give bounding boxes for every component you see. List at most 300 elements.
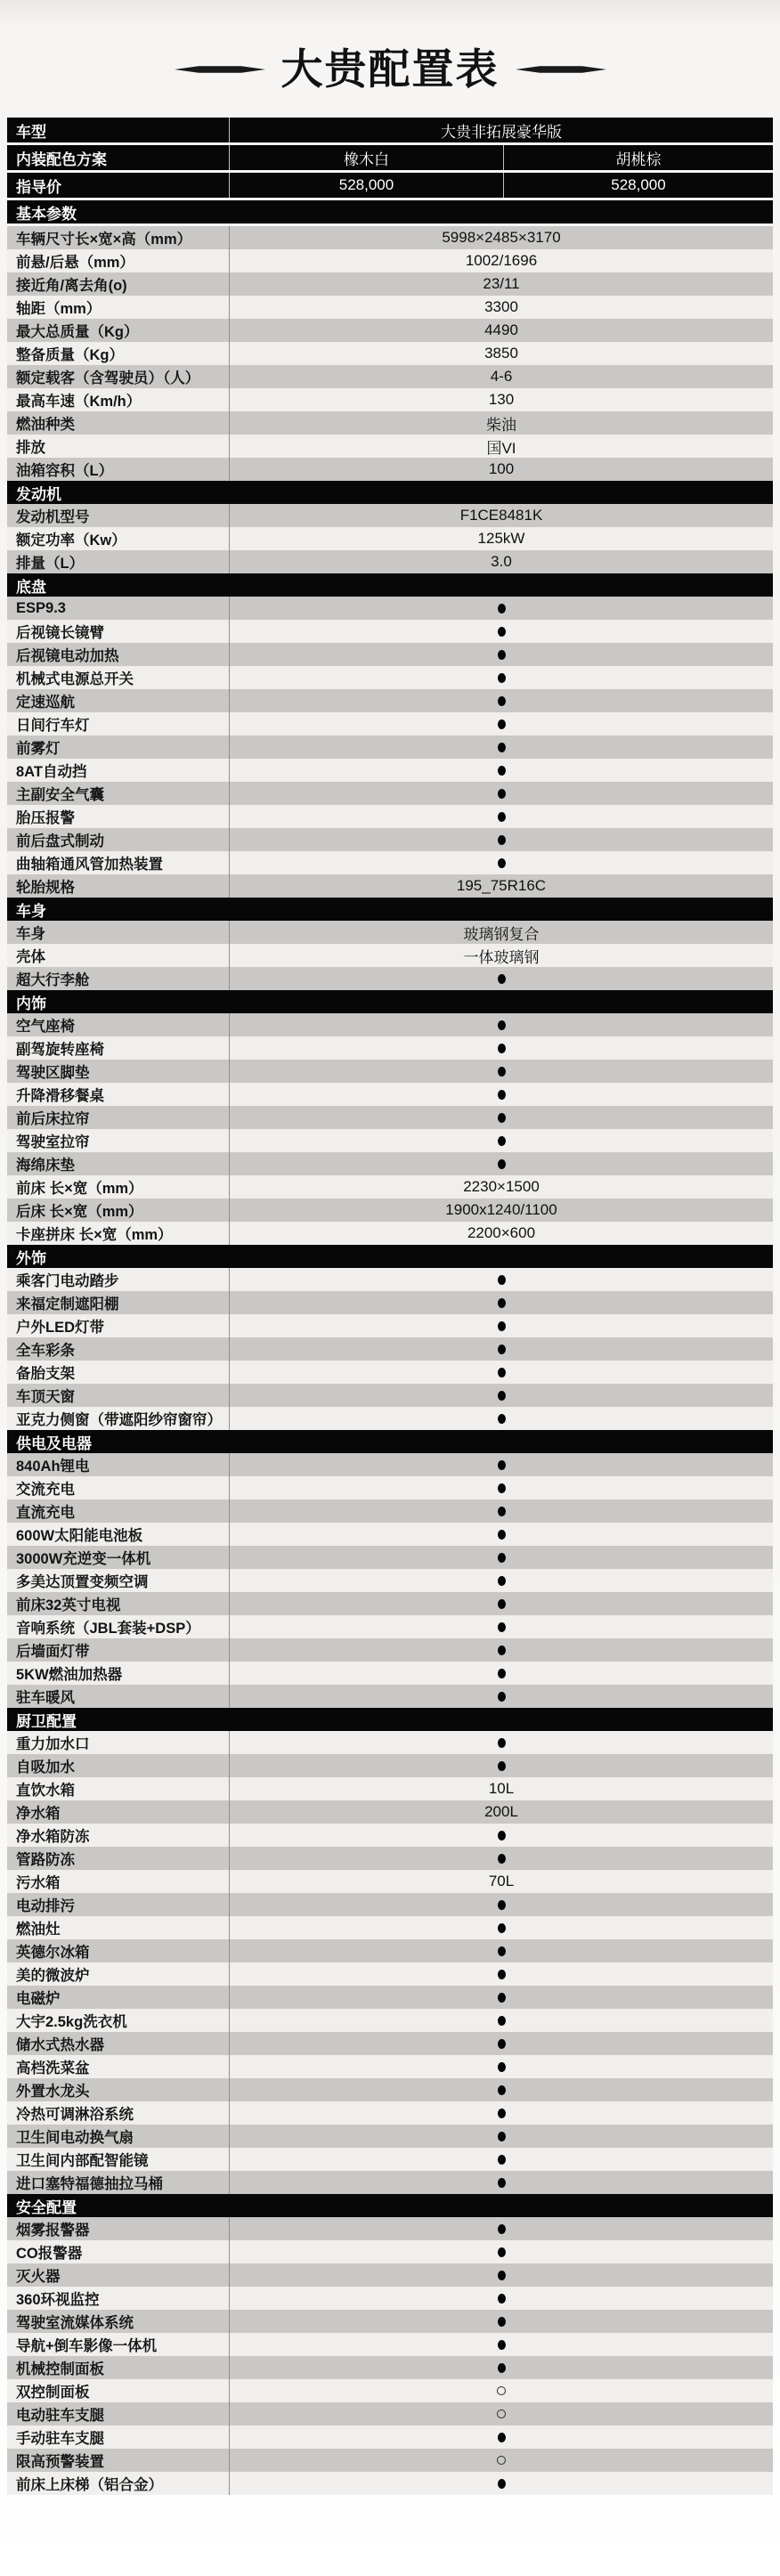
spec-row [7,1638,773,1662]
section-header [7,1708,773,1731]
spec-row-value [229,1824,773,1847]
spec-row-label: 卡座拼床 长×宽（mm） [16,1227,173,1244]
spec-row-value: 70L [229,1870,773,1893]
spec-row [7,1476,773,1499]
spec-row-value [229,2379,773,2402]
standard-dot-icon [498,1020,506,1030]
spec-row [7,226,773,249]
standard-dot-icon [498,1136,506,1146]
standard-dot-icon [498,2016,506,2026]
standard-dot-icon [498,1298,506,1308]
spec-row-value [229,805,773,828]
spec-row [7,643,773,666]
standard-dot-icon [498,1321,506,1331]
spec-row-label: 前悬/后悬（mm） [16,255,134,272]
spec-row-label: 排量（L） [16,556,85,573]
spec-row [7,1662,773,1685]
spec-row [7,458,773,481]
standard-dot-icon [498,2340,506,2350]
standard-dot-icon [498,1761,506,1771]
spec-row-label: 乘客门电动踏步 [16,1273,119,1290]
spec-row-label: 直饮水箱 [16,1783,75,1800]
section-header [7,990,773,1013]
spec-row-value: 3300 [229,296,773,319]
spec-row-label: 电磁炉 [16,1991,61,2008]
spec-row-value [229,1754,773,1777]
standard-dot-icon [498,2433,506,2442]
standard-dot-icon [498,2271,506,2280]
section-header [7,1245,773,1268]
spec-row [7,1361,773,1384]
standard-dot-icon [498,1854,506,1864]
interior-color-label: 内装配色方案 [16,150,107,168]
spec-row-value [229,1291,773,1314]
spec-row-label: 后视镜电动加热 [16,648,119,665]
spec-row-value [229,2426,773,2449]
spec-row-value [229,828,773,851]
spec-row-value [229,1592,773,1615]
spec-row-label: 机械控制面板 [16,2361,104,2378]
spec-row [7,874,773,898]
standard-dot-icon [498,1553,506,1563]
spec-row-value [229,1615,773,1638]
spec-row-value [229,1060,773,1083]
section-title: 外饰 [16,1249,46,1267]
spec-row-value [229,1731,773,1754]
spec-row-value [229,1361,773,1384]
standard-dot-icon [498,1738,506,1748]
standard-dot-icon [498,2085,506,2095]
spec-row-value [229,1407,773,1430]
spec-row [7,411,773,435]
standard-dot-icon [498,1113,506,1123]
standard-dot-icon [498,1368,506,1377]
spec-row-value [229,2125,773,2148]
spec-row-value [229,735,773,759]
standard-dot-icon [498,2132,506,2141]
spec-row-label: 接近角/离去角(o) [16,278,127,295]
spec-row-value: 125kW [229,527,773,550]
spec-row [7,1013,773,1036]
spec-row-label: 海绵床垫 [16,1158,75,1174]
spec-row [7,1615,773,1638]
standard-dot-icon [498,2479,506,2489]
spec-row-value [229,2333,773,2356]
spec-row-label: 最大总质量（Kg） [16,324,139,341]
spec-row-value: 柴油 [229,411,773,435]
standard-dot-icon [498,1507,506,1516]
spec-row-value [229,851,773,874]
spec-row [7,1129,773,1152]
spec-row-value [229,1939,773,1962]
page-header [0,0,780,94]
spec-row-value [229,1662,773,1685]
spec-row [7,1384,773,1407]
spec-row [7,921,773,944]
spec-row-label: 轴距（mm） [16,301,102,318]
spec-row-label: 卫生间电动换气扇 [16,2130,134,2147]
spec-row-value: 23/11 [229,272,773,296]
spec-row-label: 600W太阳能电池板 [16,1528,143,1545]
spec-row-label: 3000W充逆变一体机 [16,1551,151,1568]
standard-dot-icon [498,766,506,776]
spec-row-label: 日间行车灯 [16,718,90,735]
spec-row-label: 排放 [16,440,45,457]
standard-dot-icon [498,650,506,660]
spec-row-label: 定速巡航 [16,695,75,711]
standard-dot-icon [498,1483,506,1493]
spec-row-label: 燃油种类 [16,417,75,434]
price-row [7,173,773,198]
spec-row-label: 烟雾报警器 [16,2223,90,2239]
spec-row-label: 车顶天窗 [16,1389,75,1406]
spec-row-value [229,1893,773,1916]
standard-dot-icon [498,2247,506,2257]
spec-row [7,1800,773,1824]
spec-row-label: 净水箱防冻 [16,1829,90,1846]
spec-table-body [7,200,773,2495]
spec-row-label: 前后床拉帘 [16,1111,90,1128]
spec-row-value [229,1546,773,1569]
section-title: 底盘 [16,578,46,596]
spec-row [7,1731,773,1754]
spec-row [7,2472,773,2495]
spec-row-value [229,759,773,782]
spec-row-label: CO报警器 [16,2246,83,2263]
spec-row-value [229,1569,773,1592]
spec-row-label: 卫生间内部配智能镜 [16,2153,149,2170]
spec-row [7,1546,773,1569]
spec-row-label: 前雾灯 [16,741,61,758]
model-row [7,118,773,142]
standard-dot-icon [498,1530,506,1540]
section-title: 内饰 [16,995,46,1012]
spec-row-label: 灭火器 [16,2269,61,2286]
spec-row-value: 1002/1696 [229,249,773,272]
spec-row [7,2055,773,2078]
standard-dot-icon [498,2178,506,2188]
spec-row-label: 电动排污 [16,1898,75,1915]
spec-row [7,2009,773,2032]
spec-row-label: 管路防冻 [16,1852,75,1869]
spec-row-label: 外置水龙头 [16,2084,90,2101]
spec-row [7,1083,773,1106]
spec-row-value [229,2032,773,2055]
standard-dot-icon [498,696,506,706]
spec-row [7,1523,773,1546]
section-title: 发动机 [16,485,61,503]
standard-dot-icon [498,2224,506,2234]
standard-dot-icon [498,1576,506,1586]
spec-row-value [229,1129,773,1152]
interior-color-option-1: 橡木白 [229,145,503,170]
spec-row-label: 备胎支架 [16,1366,75,1383]
spec-row [7,967,773,990]
spec-row [7,805,773,828]
spec-row-value [229,1476,773,1499]
spec-row [7,272,773,296]
spec-row-value [229,1268,773,1291]
spec-row-value [229,1106,773,1129]
spec-row-value [229,2356,773,2379]
spec-row [7,342,773,365]
spec-row-label: 亚克力侧窗（带遮阳纱帘窗帘） [16,1412,222,1429]
spec-row-value [229,2240,773,2263]
section-title: 安全配置 [16,2198,77,2216]
spec-row [7,2148,773,2171]
spec-row-label: 音响系统（JBL套装+DSP） [16,1621,200,1637]
spec-row-value: 195_75R16C [229,874,773,898]
standard-dot-icon [498,2062,506,2072]
spec-row [7,2402,773,2426]
spec-row-label: 胎压报警 [16,810,75,827]
section-header [7,481,773,504]
spec-table [7,118,773,2495]
standard-dot-icon [498,974,506,984]
spec-row [7,2263,773,2287]
standard-dot-icon [498,743,506,752]
spec-row [7,851,773,874]
spec-row-label: 840Ah锂电 [16,1459,90,1475]
spec-row-value [229,1523,773,1546]
title-dash-right-icon [516,64,606,75]
optional-ring-icon [497,2409,506,2418]
spec-row [7,1060,773,1083]
standard-dot-icon [498,1993,506,2003]
spec-row [7,828,773,851]
spec-row-value [229,2402,773,2426]
standard-dot-icon [498,1970,506,1979]
spec-row [7,1175,773,1199]
spec-row [7,1870,773,1893]
spec-row-label: 户外LED灯带 [16,1320,104,1337]
spec-row [7,2032,773,2055]
spec-row [7,1754,773,1777]
section-header [7,573,773,597]
spec-row-label: 燃油灶 [16,1922,61,1938]
optional-ring-icon [497,2456,506,2465]
spec-row-value: 4-6 [229,365,773,388]
standard-dot-icon [498,2039,506,2049]
spec-row-label: 驻车暖风 [16,1690,75,1707]
page-title: 大贵配置表 [280,45,500,93]
spec-row-value: 2200×600 [229,1222,773,1245]
spec-row-label: 污水箱 [16,1875,61,1892]
spec-row-label: 曲轴箱通风管加热装置 [16,857,163,874]
spec-row-value [229,2472,773,2495]
spec-row [7,388,773,411]
spec-row [7,435,773,458]
spec-row-value: 3.0 [229,550,773,573]
spec-row-value [229,2148,773,2171]
spec-row-value [229,712,773,735]
spec-row-label: 后床 长×宽（mm） [16,1204,143,1221]
spec-row-label: 储水式热水器 [16,2037,104,2054]
spec-row-label: 前后盘式制动 [16,833,104,850]
spec-row-label: 驾驶室流媒体系统 [16,2315,134,2332]
spec-row [7,2287,773,2310]
spec-row-label: 油箱容积（L） [16,463,114,480]
spec-row-label: 高档洗菜盆 [16,2060,90,2077]
spec-row-value [229,1916,773,1939]
spec-row [7,759,773,782]
spec-row-label: 整备质量（Kg） [16,347,124,364]
spec-row [7,1222,773,1245]
spec-row-label: 副驾旋转座椅 [16,1042,104,1059]
spec-row [7,1106,773,1129]
standard-dot-icon [498,789,506,799]
spec-row [7,504,773,527]
spec-row-value [229,1314,773,1337]
spec-row-label: 发动机型号 [16,509,90,526]
spec-row-label: 自吸加水 [16,1759,75,1776]
standard-dot-icon [498,1067,506,1077]
spec-row-value [229,1847,773,1870]
spec-row-label: 重力加水口 [16,1736,90,1753]
spec-row [7,2310,773,2333]
spec-row [7,296,773,319]
spec-row-label: 多美达顶置变频空调 [16,1574,149,1591]
standard-dot-icon [498,2317,506,2327]
spec-row-label: 双控制面板 [16,2385,90,2401]
spec-row-value [229,1083,773,1106]
spec-row-value [229,1453,773,1476]
spec-row-value [229,2171,773,2194]
spec-row-value [229,643,773,666]
price-value-2: 528,000 [503,173,773,198]
spec-row [7,1962,773,1986]
spec-row [7,2240,773,2263]
spec-row [7,1824,773,1847]
section-title: 基本参数 [16,205,77,223]
price-row-label: 指导价 [16,178,61,196]
spec-row-label: 空气座椅 [16,1019,75,1036]
spec-row [7,319,773,342]
standard-dot-icon [498,1669,506,1678]
spec-row-value: 200L [229,1800,773,1824]
spec-row-value: 1900x1240/1100 [229,1199,773,1222]
spec-row [7,2333,773,2356]
section-title: 车身 [16,902,46,920]
spec-row-label: 限高预警装置 [16,2454,104,2471]
spec-row-value [229,597,773,620]
section-header [7,1430,773,1453]
section-title: 供电及电器 [16,1434,92,1452]
spec-row [7,1453,773,1476]
spec-row-value [229,2101,773,2125]
spec-row [7,1199,773,1222]
spec-row-value [229,1986,773,2009]
standard-dot-icon [498,1159,506,1169]
standard-dot-icon [498,2294,506,2304]
spec-row-label: 最高车速（Km/h） [16,394,142,410]
spec-row [7,1036,773,1060]
spec-row-value [229,1499,773,1523]
spec-row [7,1916,773,1939]
spec-row [7,527,773,550]
standard-dot-icon [498,719,506,729]
spec-row [7,1407,773,1430]
spec-row-label: 驾驶室拉帘 [16,1134,90,1151]
spec-row-label: 交流充电 [16,1482,75,1499]
spec-row [7,1893,773,1916]
spec-row-value [229,1638,773,1662]
spec-row-value: 5998×2485×3170 [229,226,773,249]
standard-dot-icon [498,835,506,845]
standard-dot-icon [498,627,506,637]
spec-row [7,2101,773,2125]
spec-row [7,550,773,573]
spec-row-label: 轮胎规格 [16,880,75,897]
interior-color-option-2: 胡桃棕 [503,145,773,170]
spec-row-value [229,2287,773,2310]
standard-dot-icon [498,1090,506,1100]
spec-row-value [229,1685,773,1708]
spec-row-label: 360环视监控 [16,2292,100,2309]
spec-row-label: 净水箱 [16,1806,61,1823]
spec-row [7,1152,773,1175]
spec-row [7,2125,773,2148]
spec-row-label: 驾驶区脚垫 [16,1065,90,1082]
spec-row-label: 后视镜长镜臂 [16,625,104,642]
spec-row [7,620,773,643]
spec-row-value [229,2263,773,2287]
interior-color-row [7,145,773,170]
standard-dot-icon [498,1275,506,1285]
spec-row [7,666,773,689]
standard-dot-icon [498,1599,506,1609]
spec-row-label: 美的微波炉 [16,1968,90,1985]
spec-row-label: 升降滑移餐桌 [16,1088,104,1105]
spec-row [7,712,773,735]
spec-row [7,1592,773,1615]
spec-row-value [229,2055,773,2078]
spec-row [7,1291,773,1314]
spec-row-label: 全车彩条 [16,1343,75,1360]
spec-row-label: 来福定制遮阳棚 [16,1296,119,1313]
spec-row [7,2171,773,2194]
spec-row-value [229,1337,773,1361]
spec-row-label: 导航+倒车影像一体机 [16,2338,158,2355]
standard-dot-icon [498,1414,506,1424]
standard-dot-icon [498,1946,506,1956]
spec-row [7,1499,773,1523]
spec-row [7,1685,773,1708]
spec-row [7,1314,773,1337]
spec-row [7,2426,773,2449]
standard-dot-icon [498,1831,506,1841]
standard-dot-icon [498,2155,506,2165]
spec-row-value [229,1384,773,1407]
spec-row [7,2379,773,2402]
spec-row-value: 一体玻璃钢 [229,944,773,967]
spec-row-label: 前床32英寸电视 [16,1597,121,1614]
spec-row-value: 4490 [229,319,773,342]
spec-row-label: 车辆尺寸长×宽×高（mm） [16,232,192,248]
section-header [7,898,773,921]
price-value-1: 528,000 [229,173,503,198]
model-row-label: 车型 [16,123,46,141]
spec-row [7,2078,773,2101]
spec-row-value [229,689,773,712]
spec-row [7,735,773,759]
spec-row-value [229,620,773,643]
spec-row-value [229,967,773,990]
section-header [7,2194,773,2217]
standard-dot-icon [498,1044,506,1053]
spec-row-label: 大宇2.5kg洗衣机 [16,2014,127,2031]
spec-row-label: 英德尔冰箱 [16,1945,90,1962]
